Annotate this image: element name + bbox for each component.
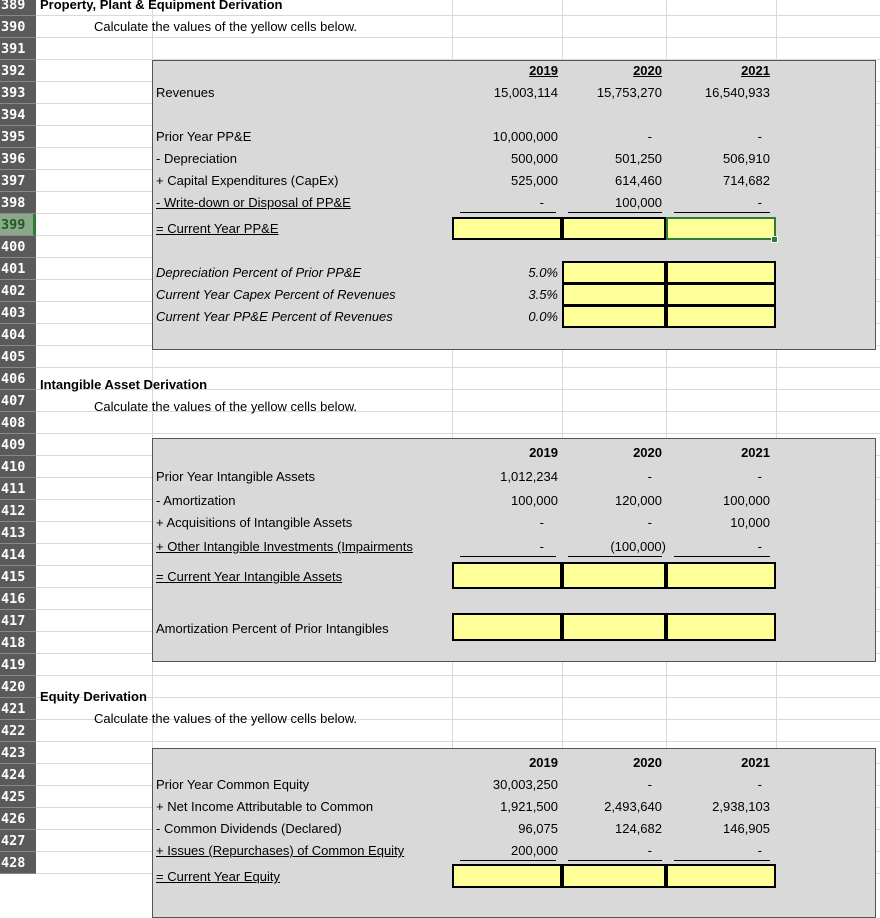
eq-current-2020-cell[interactable]	[562, 864, 666, 888]
eq-cell[interactable]: -	[757, 843, 762, 858]
row-header[interactable]: 401	[0, 258, 36, 280]
fill-handle[interactable]	[771, 236, 778, 243]
eq-year-2019: 2019	[529, 755, 558, 770]
row-header[interactable]: 428	[0, 852, 36, 874]
row-header[interactable]: 403	[0, 302, 36, 324]
row-header[interactable]: 393	[0, 82, 36, 104]
row-header[interactable]: 422	[0, 720, 36, 742]
eq-cell[interactable]: 96,075	[518, 821, 558, 836]
row-header[interactable]: 391	[0, 38, 36, 60]
int-amort-2021-cell[interactable]	[666, 613, 776, 641]
ppe-revenue-2020[interactable]: 15,753,270	[596, 85, 662, 100]
eq-year-2021: 2021	[741, 755, 770, 770]
ppe-cell[interactable]: -	[757, 195, 762, 210]
ppe-year-2021: 2021	[741, 63, 770, 78]
row-header[interactable]: 404	[0, 324, 36, 346]
intangibles-title: Intangible Asset Derivation	[40, 377, 208, 392]
int-cell[interactable]: 100,000	[511, 493, 558, 508]
ppe-pct-cell[interactable]	[666, 305, 776, 328]
row-header[interactable]: 419	[0, 654, 36, 676]
row-header[interactable]: 427	[0, 830, 36, 852]
row-header[interactable]: 389	[0, 0, 36, 16]
row-header[interactable]: 423	[0, 742, 36, 764]
row-header[interactable]: 414	[0, 544, 36, 566]
eq-row-label: + Net Income Attributable to Common	[156, 799, 374, 814]
int-year-2020: 2020	[633, 445, 662, 460]
row-header[interactable]: 407	[0, 390, 36, 412]
eq-cell[interactable]: -	[647, 843, 652, 858]
ppe-cell[interactable]: 714,682	[723, 173, 770, 188]
row-header[interactable]: 424	[0, 764, 36, 786]
ppe-year-2020: 2020	[633, 63, 662, 78]
ppe-cell[interactable]: 10,000,000	[492, 129, 558, 144]
int-amort-label: Amortization Percent of Prior Intangibles	[156, 621, 389, 636]
row-header[interactable]: 421	[0, 698, 36, 720]
row-header[interactable]: 396	[0, 148, 36, 170]
ppe-revenue-2021[interactable]: 16,540,933	[704, 85, 770, 100]
int-cell[interactable]: -	[757, 539, 762, 554]
int-row-label: - Amortization	[156, 493, 236, 508]
eq-cell[interactable]: -	[757, 777, 762, 792]
ppe-pct-label: Current Year PP&E Percent of Revenues	[156, 309, 393, 324]
int-amort-2019-cell[interactable]	[452, 613, 562, 641]
int-cell[interactable]: 1,012,234	[500, 469, 558, 484]
eq-year-2020: 2020	[633, 755, 662, 770]
eq-row-label: + Issues (Repurchases) of Common Equity	[156, 843, 405, 858]
row-header[interactable]: 412	[0, 500, 36, 522]
row-header[interactable]: 406	[0, 368, 36, 390]
ppe-pct-cell[interactable]	[562, 283, 666, 306]
int-current-2020-cell[interactable]	[562, 562, 666, 589]
ppe-cell[interactable]: -	[647, 129, 652, 144]
eq-current-2019-cell[interactable]	[452, 864, 562, 888]
ppe-pct-cell[interactable]	[666, 283, 776, 306]
eq-cell[interactable]: 2,938,103	[712, 799, 770, 814]
eq-cell[interactable]: -	[647, 777, 652, 792]
row-header[interactable]: 416	[0, 588, 36, 610]
row-header[interactable]: 399	[0, 214, 36, 236]
row-header[interactable]: 417	[0, 610, 36, 632]
row-header[interactable]: 425	[0, 786, 36, 808]
int-current-2019-cell[interactable]	[452, 562, 562, 589]
ppe-pct-value[interactable]: 3.5%	[528, 287, 558, 302]
ppe-row-label: - Write-down or Disposal of PP&E	[156, 195, 351, 210]
ppe-cell[interactable]: 100,000	[615, 195, 662, 210]
ppe-cell[interactable]: 501,250	[615, 151, 662, 166]
int-row-label: + Other Intangible Investments (Impairments	[156, 539, 413, 554]
row-header[interactable]: 390	[0, 16, 36, 38]
eq-cell[interactable]: 1,921,500	[500, 799, 558, 814]
ppe-row-label: Prior Year PP&E	[156, 129, 252, 144]
equity-title: Equity Derivation	[40, 689, 147, 704]
ppe-current-2020-cell[interactable]	[562, 217, 666, 240]
ppe-pct-cell[interactable]	[562, 261, 666, 284]
row-header[interactable]: 409	[0, 434, 36, 456]
int-current-label: = Current Year Intangible Assets	[156, 569, 343, 584]
int-row-label: Prior Year Intangible Assets	[156, 469, 315, 484]
row-header[interactable]: 415	[0, 566, 36, 588]
row-header[interactable]: 411	[0, 478, 36, 500]
row-header[interactable]: 426	[0, 808, 36, 830]
eq-row-label: - Common Dividends (Declared)	[156, 821, 342, 836]
int-current-2021-cell[interactable]	[666, 562, 776, 589]
int-cell[interactable]: (100,000)	[610, 539, 666, 554]
int-cell[interactable]: -	[539, 539, 544, 554]
row-header[interactable]: 402	[0, 280, 36, 302]
row-header[interactable]: 418	[0, 632, 36, 654]
int-cell[interactable]: 100,000	[723, 493, 770, 508]
ppe-pct-cell[interactable]	[666, 261, 776, 284]
int-year-2019: 2019	[529, 445, 558, 460]
row-header[interactable]: 408	[0, 412, 36, 434]
row-header[interactable]: 394	[0, 104, 36, 126]
row-header[interactable]: 395	[0, 126, 36, 148]
int-year-2021: 2021	[741, 445, 770, 460]
ppe-instruction: Calculate the values of the yellow cells below.	[94, 19, 358, 34]
row-header[interactable]: 420	[0, 676, 36, 698]
intangibles-instruction: Calculate the values of the yellow cells below.	[94, 399, 358, 414]
eq-cell[interactable]: 200,000	[511, 843, 558, 858]
ppe-cell[interactable]: -	[757, 129, 762, 144]
ppe-pct-value[interactable]: 0.0%	[528, 309, 558, 324]
row-header[interactable]: 410	[0, 456, 36, 478]
sheet-row[interactable]	[0, 38, 880, 60]
int-cell[interactable]: -	[647, 515, 652, 530]
row-header[interactable]: 400	[0, 236, 36, 258]
ppe-cell[interactable]: 506,910	[723, 151, 770, 166]
ppe-row-label: + Capital Expenditures (CapEx)	[156, 173, 339, 188]
ppe-revenue-2019[interactable]: 15,003,114	[493, 85, 558, 100]
ppe-pct-label: Depreciation Percent of Prior PP&E	[156, 265, 362, 280]
eq-current-2021-cell[interactable]	[666, 864, 776, 888]
ppe-current-2019-cell[interactable]	[452, 217, 562, 240]
ppe-cell[interactable]: 500,000	[511, 151, 558, 166]
ppe-pct-label: Current Year Capex Percent of Revenues	[156, 287, 396, 302]
eq-current-label: = Current Year Equity	[156, 869, 280, 884]
int-cell[interactable]: 10,000	[730, 515, 770, 530]
equity-instruction: Calculate the values of the yellow cells below.	[94, 711, 358, 726]
row-header[interactable]: 398	[0, 192, 36, 214]
row-header[interactable]: 413	[0, 522, 36, 544]
ppe-cell[interactable]: 525,000	[511, 173, 558, 188]
row-header[interactable]: 405	[0, 346, 36, 368]
int-amort-2020-cell[interactable]	[562, 613, 666, 641]
int-cell[interactable]: -	[757, 469, 762, 484]
row-header[interactable]: 397	[0, 170, 36, 192]
row-header[interactable]: 392	[0, 60, 36, 82]
ppe-current-label: = Current Year PP&E	[156, 221, 279, 236]
eq-row-label: Prior Year Common Equity	[156, 777, 310, 792]
ppe-cell[interactable]: 614,460	[615, 173, 662, 188]
ppe-pct-value[interactable]: 5.0%	[528, 265, 558, 280]
int-cell[interactable]: -	[539, 515, 544, 530]
ppe-row-label: - Depreciation	[156, 151, 237, 166]
int-row-label: + Acquisitions of Intangible Assets	[156, 515, 353, 530]
ppe-current-2021-cell-selected[interactable]	[666, 217, 776, 240]
ppe-pct-cell[interactable]	[562, 305, 666, 328]
int-cell[interactable]: 120,000	[615, 493, 662, 508]
ppe-title: Property, Plant & Equipment Derivation	[40, 0, 283, 12]
eq-cell[interactable]: 30,003,250	[492, 777, 558, 792]
eq-cell[interactable]: 124,682	[615, 821, 662, 836]
ppe-year-2019: 2019	[529, 63, 558, 78]
ppe-revenues-label: Revenues	[156, 85, 215, 100]
eq-cell[interactable]: 2,493,640	[604, 799, 662, 814]
int-cell[interactable]: -	[647, 469, 652, 484]
eq-cell[interactable]: 146,905	[723, 821, 770, 836]
ppe-cell[interactable]: -	[539, 195, 544, 210]
